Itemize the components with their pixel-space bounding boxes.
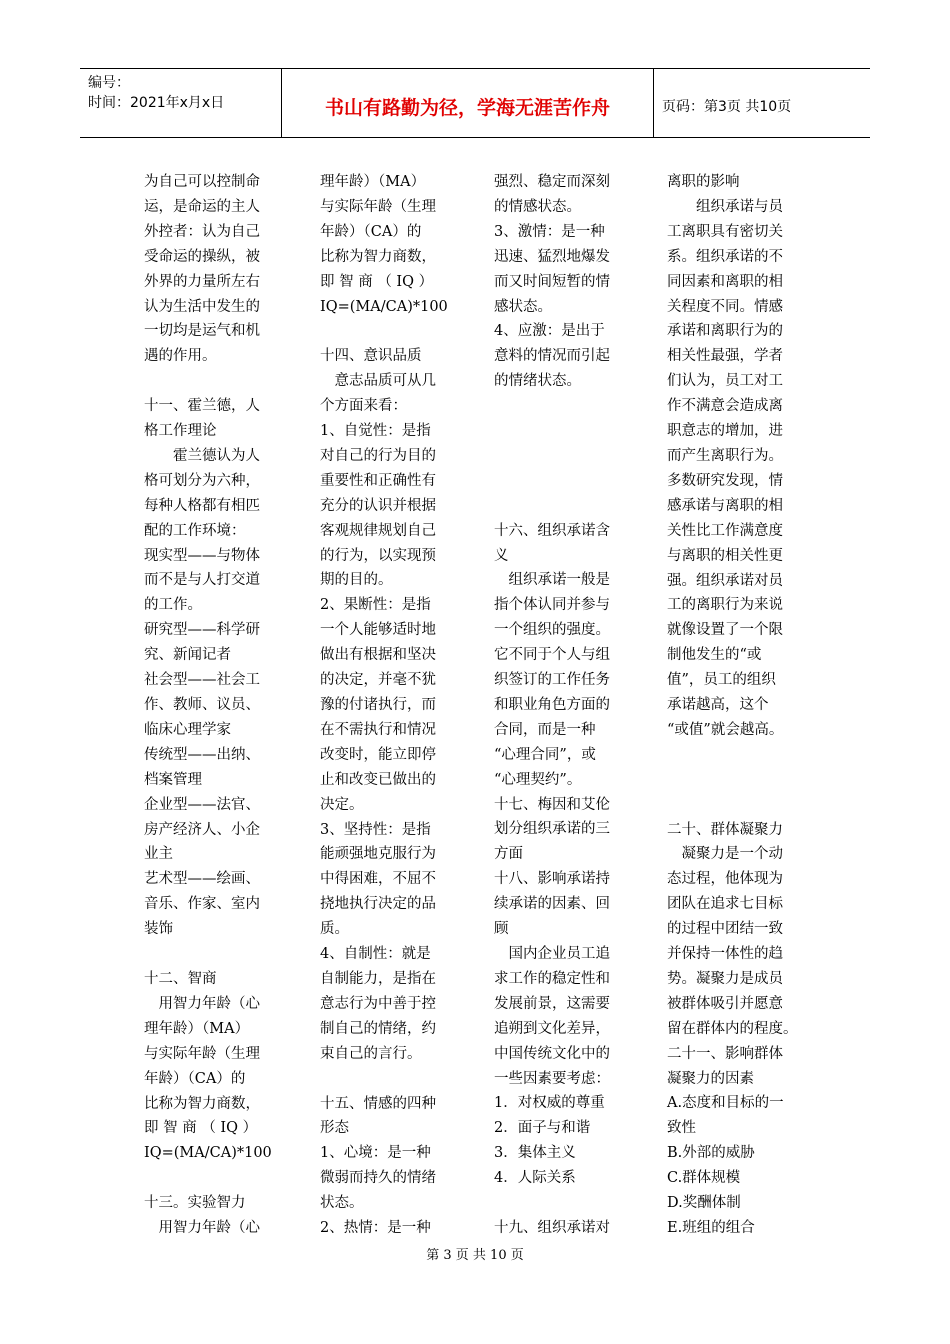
text-line: 束自己的言行。 [320, 1045, 422, 1062]
text-line: 期的目的。 [320, 572, 393, 589]
text-line: 霍兰德认为人 [144, 447, 260, 464]
text-line: 团队在追求七目标 [667, 896, 783, 913]
text-line: 用智力年龄（心 [144, 1220, 260, 1237]
text-line: 凝聚力是一个动 [667, 846, 783, 863]
text-line: 意志行为中善于控 [320, 995, 436, 1012]
text-line: 和职业角色方面的 [494, 696, 610, 713]
text-line: 态过程，他体现为 [667, 871, 783, 888]
text-line: 比称为智力商数， [144, 1095, 260, 1112]
text-line: 意志品质可从几 [320, 373, 436, 390]
text-line: E.班组的组合 [667, 1220, 755, 1237]
time-label: 时间：2021年x月x日 [88, 95, 225, 111]
text-line: 十六、组织承诺含 [494, 522, 610, 539]
text-line: 外控者：认为自己 [144, 223, 260, 240]
text-line: 1、心境：是一种 [320, 1145, 431, 1162]
text-line: 织签订的工作任务 [494, 672, 610, 689]
text-line: 状态。 [320, 1195, 364, 1212]
text-line: 运，是命运的主人 [144, 198, 260, 215]
text-line: A.态度和目标的一 [667, 1095, 784, 1112]
text-line: 方面 [494, 846, 523, 863]
text-line: 而产生离职行为。 [667, 447, 783, 464]
text-line [667, 793, 815, 818]
text-line: 作、教师、议员、 [144, 697, 260, 714]
text-line: 究、新闻记者 [144, 647, 231, 664]
text-line: IQ=(MA/CA)*100 [144, 1145, 272, 1162]
text-line: 音乐、作家、室内 [144, 896, 260, 913]
text-line: 1、自觉性：是指 [320, 423, 431, 440]
text-line: 被群体吸引并愿意 [667, 995, 783, 1012]
text-line: 就像设置了一个限 [667, 622, 783, 639]
text-line: 档案管理 [144, 771, 202, 788]
text-line: 强烈、稳定而深刻 [494, 174, 610, 190]
text-line: 与实际年龄（生理 [144, 1045, 260, 1062]
text-line: 个方面来看： [320, 398, 407, 415]
text-line: 豫的付诸执行，而 [320, 697, 436, 714]
text-line: 认为生活中发生的 [144, 298, 260, 315]
text-column-1 [144, 170, 292, 1241]
text-line: 决定。 [320, 796, 364, 813]
text-line: 们认为，员工对工 [667, 373, 783, 390]
text-line: 格工作理论 [144, 423, 217, 440]
text-line: 一个组织的强度。 [494, 622, 610, 639]
text-line: 即 智 商 （ IQ ） [320, 273, 434, 290]
text-line: 国内企业员工追 [494, 946, 610, 963]
text-line: 顾 [494, 921, 509, 938]
text-line: 求工作的稳定性和 [494, 970, 610, 987]
text-line: 十二、智商 [144, 970, 217, 987]
text-line: 一个人能够适时地 [320, 622, 436, 639]
text-line: 组织承诺与员 [667, 198, 783, 215]
text-line: 的决定，并毫不犹 [320, 672, 436, 689]
text-line: 强。组织承诺对员 [667, 572, 783, 589]
text-line: 感状态。 [494, 298, 552, 315]
text-line: 工离职具有密切关 [667, 223, 783, 240]
text-line: 意料的情况而引起 [494, 348, 610, 365]
text-line: 3、坚持性：是指 [320, 821, 431, 838]
text-line: 值”，员工的组织 [667, 672, 776, 689]
text-line: 中国传统文化中的 [494, 1045, 610, 1062]
text-line: 续承诺的因素、回 [494, 896, 610, 913]
text-line: 的情感状态。 [494, 198, 581, 215]
text-line: 多数研究发现，情 [667, 472, 783, 489]
text-line: 势。凝聚力是成员 [667, 970, 783, 987]
text-line: 企业型——法官、 [144, 796, 260, 813]
text-line: 充分的认识并根据 [320, 497, 436, 514]
text-line: 离职的影响 [667, 174, 740, 190]
text-line: C.群体规模 [667, 1170, 741, 1187]
text-line: 1．对权威的尊重 [494, 1095, 605, 1112]
text-line: 业主 [144, 846, 173, 863]
text-line: 2．面子与和谐 [494, 1120, 591, 1137]
text-line: 即 智 商 （ IQ ） [144, 1120, 258, 1137]
text-line [144, 1166, 292, 1191]
text-line [667, 768, 815, 793]
header-meta [80, 69, 282, 137]
text-line: 十八、影响承诺持 [494, 871, 610, 888]
text-line: 迅速、猛烈地爆发 [494, 248, 610, 265]
text-line: “心理契约”。 [494, 771, 582, 788]
text-line: 的行为，以实现预 [320, 547, 436, 564]
text-line: 它不同于个人与组 [494, 647, 610, 664]
text-line [494, 394, 642, 419]
text-line: 致性 [667, 1120, 696, 1137]
text-line: B.外部的威胁 [667, 1145, 755, 1162]
text-line: 2、热情：是一种 [320, 1220, 431, 1237]
text-line: 形态 [320, 1120, 349, 1137]
text-line: 承诺越高，这个 [667, 697, 769, 714]
text-line: D.奖酬体制 [667, 1195, 741, 1212]
text-line [494, 419, 642, 444]
text-line: 十三。实验智力 [144, 1195, 246, 1212]
text-line: 同因素和离职的相 [667, 273, 783, 290]
text-line: 二十、群体凝聚力 [667, 821, 783, 838]
text-line: 一切均是运气和机 [144, 323, 260, 340]
code-label: 编号： [88, 75, 130, 91]
text-line [144, 369, 292, 394]
text-line: 4、自制性：就是 [320, 946, 431, 963]
text-line: 外界的力量所左右 [144, 273, 260, 290]
text-line: 工的离职行为来说 [667, 597, 783, 614]
text-line: 与离职的相关性更 [667, 547, 783, 564]
text-line: 的过程中团结一致 [667, 921, 783, 938]
text-line [494, 1191, 642, 1216]
text-line: 年龄）（CA）的 [144, 1070, 246, 1087]
text-line: 合同，而是一种 [494, 721, 596, 738]
text-line: 发展前景，这需要 [494, 995, 610, 1012]
text-line: 承诺和离职行为的 [667, 323, 783, 340]
text-line [320, 319, 468, 344]
text-line: 十五、情感的四种 [320, 1095, 436, 1112]
text-line: 一些因素要考虑： [494, 1070, 610, 1087]
text-line: 十四、意识品质 [320, 348, 422, 365]
text-column-4 [667, 170, 815, 1241]
text-line: 为自己可以控制命 [144, 174, 260, 190]
text-line: 现实型——与物体 [144, 547, 260, 564]
text-line: 做出有根据和坚决 [320, 647, 436, 664]
header-motto: 书山有路勤为径，学海无涯苦作舟 [282, 69, 654, 137]
text-line: 改变时，能立即停 [320, 746, 436, 763]
text-line: 关性比工作满意度 [667, 522, 783, 539]
text-column-2 [320, 170, 468, 1241]
text-line: 2、果断性：是指 [320, 597, 431, 614]
text-line: 重要性和正确性有 [320, 472, 436, 489]
text-line: 4．人际关系 [494, 1170, 576, 1187]
text-line: 指个体认同并参与 [494, 597, 610, 614]
text-column-3 [494, 170, 642, 1241]
text-line: 划分组织承诺的三 [494, 821, 610, 838]
text-line: 社会型——社会工 [144, 672, 260, 689]
text-line: 客观规律规划自己 [320, 522, 436, 539]
text-line: 系。组织承诺的不 [667, 248, 783, 265]
text-line: 每种人格都有相匹 [144, 497, 260, 514]
text-line: 二十一、影响群体 [667, 1045, 783, 1062]
text-line: 3、激情：是一种 [494, 223, 605, 240]
text-line: 追朔到文化差异， [494, 1020, 610, 1037]
text-line: IQ=(MA/CA)*100 [320, 298, 448, 315]
text-line: 能顽强地克服行为 [320, 846, 436, 863]
text-line: 遇的作用。 [144, 348, 217, 365]
text-line: 制他发生的“或 [667, 647, 762, 664]
text-line: 十一、霍兰德，人 [144, 398, 260, 415]
text-line: 并保持一体性的趋 [667, 946, 783, 963]
text-line [494, 494, 642, 519]
text-line: 而又时间短暂的情 [494, 273, 610, 290]
text-line: 4、应激：是出于 [494, 323, 605, 340]
text-line: 理年龄）（MA） [144, 1020, 250, 1037]
text-line: 作不满意会造成离 [667, 398, 783, 415]
text-line: 十七、梅因和艾伦 [494, 796, 610, 813]
text-line [494, 469, 642, 494]
text-line: 配的工作环境： [144, 522, 246, 539]
text-line: “心理合同”，或 [494, 746, 596, 763]
text-line: 职意志的增加，进 [667, 423, 783, 440]
text-line: 凝聚力的因素 [667, 1070, 754, 1087]
text-line: 研究型——科学研 [144, 622, 260, 639]
text-line: 用智力年龄（心 [144, 995, 260, 1012]
page-footer: 第 3 页 共 10 页 [426, 1248, 524, 1263]
text-line: 十九、组织承诺对 [494, 1219, 610, 1236]
text-line: 自制能力，是指在 [320, 970, 436, 987]
text-line: 年龄）（CA）的 [320, 223, 422, 240]
text-line: 质。 [320, 921, 349, 938]
text-line [320, 1067, 468, 1092]
text-line: 而不是与人打交道 [144, 572, 260, 589]
header-page-info: 页码：第3页 共10页 [662, 99, 792, 115]
page-header [80, 68, 870, 138]
text-line: 的工作。 [144, 597, 202, 614]
text-line: 挠地执行决定的品 [320, 896, 436, 913]
text-line: 比称为智力商数， [320, 248, 436, 265]
text-line: 留在群体内的程度。 [667, 1020, 798, 1037]
text-line: 理年龄）（MA） [320, 174, 426, 190]
text-line: 装饰 [144, 921, 173, 938]
text-line: 止和改变已做出的 [320, 771, 436, 788]
text-line: 在不需执行和情况 [320, 721, 436, 738]
text-line: 受命运的操纵，被 [144, 248, 260, 265]
text-line: 组织承诺一般是 [494, 572, 610, 589]
text-line: 微弱而持久的情绪 [320, 1170, 436, 1187]
text-line: 格可划分为六种， [144, 472, 260, 489]
text-line: 义 [494, 547, 509, 564]
text-line: 3．集体主义 [494, 1145, 576, 1162]
text-line: 艺术型——绘画、 [144, 871, 260, 888]
text-line: 中得困难，不屈不 [320, 871, 436, 888]
text-line [144, 942, 292, 967]
text-line: 房产经济人、小企 [144, 821, 260, 838]
text-line: “或值”就会越高。 [667, 721, 784, 738]
text-line: 与实际年龄（生理 [320, 198, 436, 215]
text-line: 的情绪状态。 [494, 373, 581, 390]
text-line: 传统型——出纳、 [144, 746, 260, 763]
text-line: 感承诺与离职的相 [667, 497, 783, 514]
text-line: 临床心理学家 [144, 721, 231, 738]
text-line: 关程度不同。情感 [667, 298, 783, 315]
text-line [667, 743, 815, 768]
text-line [494, 444, 642, 469]
text-line: 制自己的情绪，约 [320, 1020, 436, 1037]
text-line: 对自己的行为目的 [320, 447, 436, 464]
text-line: 相关性最强，学者 [667, 348, 783, 365]
